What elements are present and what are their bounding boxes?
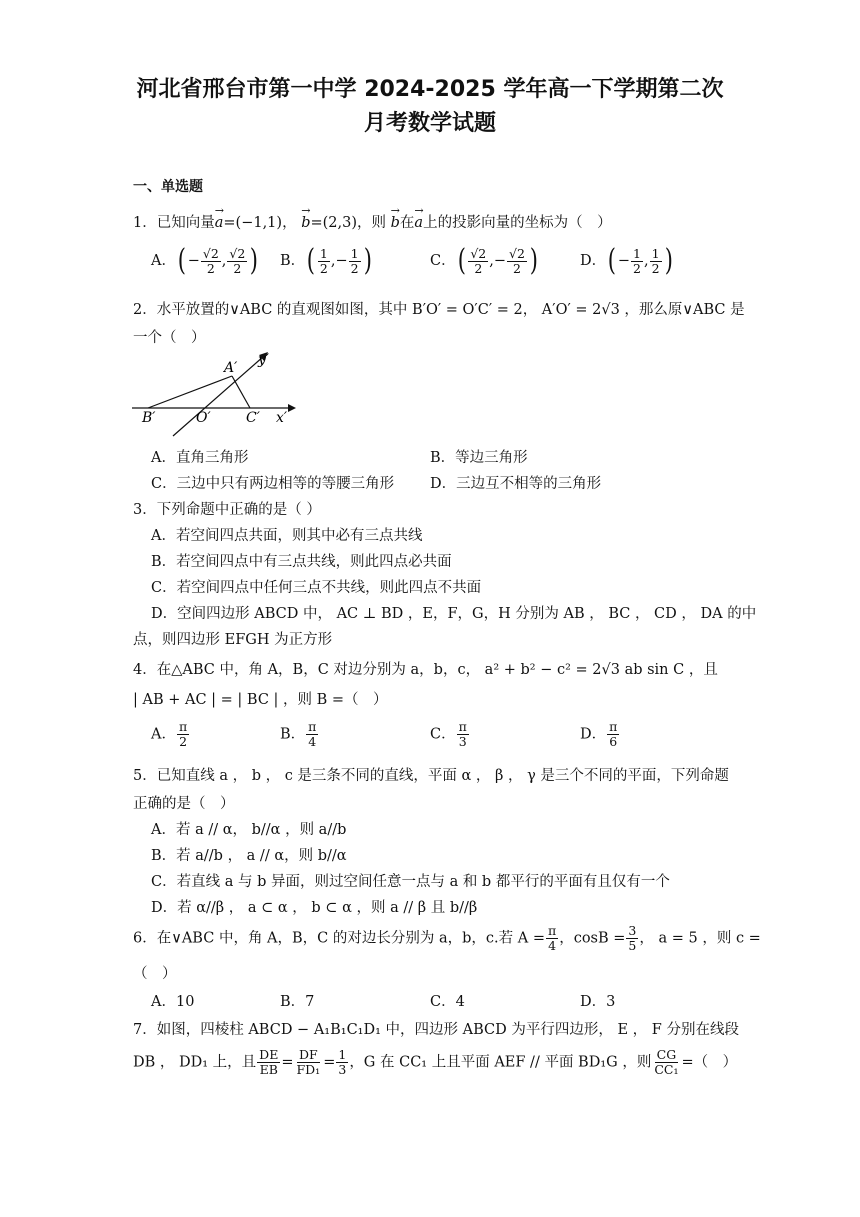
x-axis-arrow — [288, 404, 296, 412]
question-5-option-c[interactable]: C．若直线 a 与 b 异面，则过空间任意一点与 a 和 b 都平行的平面有且仅有一个 — [151, 874, 670, 890]
label-x: x′ — [276, 410, 288, 426]
segment-b-a — [148, 376, 232, 408]
question-4-option-d[interactable]: D． $\frac{\pi}{6}$ — [580, 719, 618, 749]
label-c: C′ — [246, 410, 260, 426]
question-6-option-b[interactable]: B．7 — [280, 994, 315, 1010]
question-3-stem: 3．下列命题中正确的是（ ） — [133, 502, 321, 518]
label-y: y′ — [258, 352, 270, 368]
question-2-option-c[interactable]: C．三边中只有两边相等的等腰三角形 — [151, 476, 395, 492]
label-b: B′ — [142, 410, 156, 426]
question-2-option-a[interactable]: A．直角三角形 — [151, 450, 249, 466]
question-6-option-a[interactable]: A．10 — [151, 994, 195, 1010]
question-2-option-d[interactable]: D．三边互不相等的三角形 — [430, 476, 602, 492]
question-2-figure — [128, 348, 298, 440]
question-5-option-b[interactable]: B．若 a//b ， a // α，则 b//α — [151, 848, 347, 864]
question-6-option-d[interactable]: D．3 — [580, 994, 616, 1010]
question-3-option-c[interactable]: C．若空间四点中任何三点不共线，则此四点不共面 — [151, 580, 482, 596]
question-6-stem-line1: 6．在∨ABC 中，角 A，B，C 的对边长分别为 a，b，c.若 A = $\frac{\pi}{4}$ ，cosB = $\frac{3}{5}$ ， a = 5 ，则 c = — [133, 923, 761, 953]
question-5-stem-line1: 5．已知直线 a ， b ， c 是三条不同的直线，平面 α ， β ， γ 是三个不同的平面，下列命题 — [133, 768, 729, 784]
question-3-option-b[interactable]: B．若空间四点中有三点共线，则此四点必共面 — [151, 554, 452, 570]
question-5-option-d[interactable]: D．若 α//β ， a ⊂ α ， b ⊂ α ，则 a // β 且 b//β — [151, 900, 478, 916]
question-5-option-a[interactable]: A．若 a // α， b//α ，则 a//b — [151, 822, 347, 838]
label-a: A′ — [224, 360, 238, 376]
question-1-stem: 1．已知向量 → a=(−1,1)， → b=(2,3)，则 → b在 → a上的投影向量的坐标为（ ） — [133, 204, 612, 231]
question-4-option-b[interactable]: B． $\frac{\pi}{4}$ — [280, 719, 317, 749]
question-2-option-b[interactable]: B．等边三角形 — [430, 450, 528, 466]
question-4-stem-line1: 4．在△ABC 中，角 A，B，C 对边分别为 a，b，c， a² + b² − c² = 2√3 ab sin C ，且 — [133, 662, 718, 678]
question-1-option-d[interactable]: D．( − $\frac{1}{2}$ , $\frac{1}{2}$ ) — [580, 243, 673, 278]
question-4-option-a[interactable]: A． $\frac{\pi}{2}$ — [151, 719, 188, 749]
label-o: O′ — [196, 410, 211, 426]
question-2-stem-line2: 一个（ ） — [133, 330, 206, 346]
question-3-option-a[interactable]: A．若空间四点共面，则其中必有三点共线 — [151, 528, 423, 544]
page-title-line2: 月考数学试题 — [363, 111, 496, 136]
question-6-stem-line2: （ ） — [133, 966, 177, 982]
section-heading: 一、单选题 — [133, 179, 203, 195]
question-6-option-c[interactable]: C．4 — [430, 994, 465, 1010]
question-5-stem-line2: 正确的是（ ） — [133, 796, 235, 812]
segment-a-c — [232, 376, 250, 408]
question-4-stem-line2: | AB + AC | = | BC | ，则 B =（ ） — [133, 692, 388, 708]
page-title-line1: 河北省邢台市第一中学 2024-2025 学年高一下学期第二次 — [136, 77, 724, 102]
question-2-stem-line1: 2．水平放置的∨ABC 的直观图如图，其中 B′O′ = O′C′ = 2， A′O′ = 2√3 ，那么原∨ABC 是 — [133, 302, 745, 318]
question-7-stem-line1: 7．如图，四棱柱 ABCD − A₁B₁C₁D₁ 中，四边形 ABCD 为平行四边形， E ， F 分别在线段 — [133, 1022, 739, 1038]
question-7-stem-line2: DB ， DD₁ 上，且 $\frac{DE}{EB}$ = $\frac{DF}{\text{FD₁}}$ = $\frac{1}{3}$ ，G 在 CC₁ 上且平面 AEF // 平面 BD₁G ，则 $\frac{CG}{\text{CC₁}}$ =（ ） — [133, 1047, 738, 1077]
question-3-option-d[interactable]: D．空间四边形 ABCD 中， AC ⊥ BD ，E，F，G，H 分别为 AB ， BC ， CD ， DA 的中 — [151, 606, 757, 622]
question-1-option-a[interactable]: A．( − $\frac{√2}{2}$ , $\frac{√2}{2}$ ) — [151, 243, 259, 278]
question-4-option-c[interactable]: C． $\frac{\pi}{3}$ — [430, 719, 467, 749]
question-1-option-c[interactable]: C．( $\frac{√2}{2}$ ,− $\frac{√2}{2}$ ) — [430, 243, 538, 278]
question-3-option-d-cont: 点，则四边形 EFGH 为正方形 — [133, 632, 333, 648]
question-1-option-b[interactable]: B．( $\frac{1}{2}$ ,− $\frac{1}{2}$ ) — [280, 243, 372, 278]
